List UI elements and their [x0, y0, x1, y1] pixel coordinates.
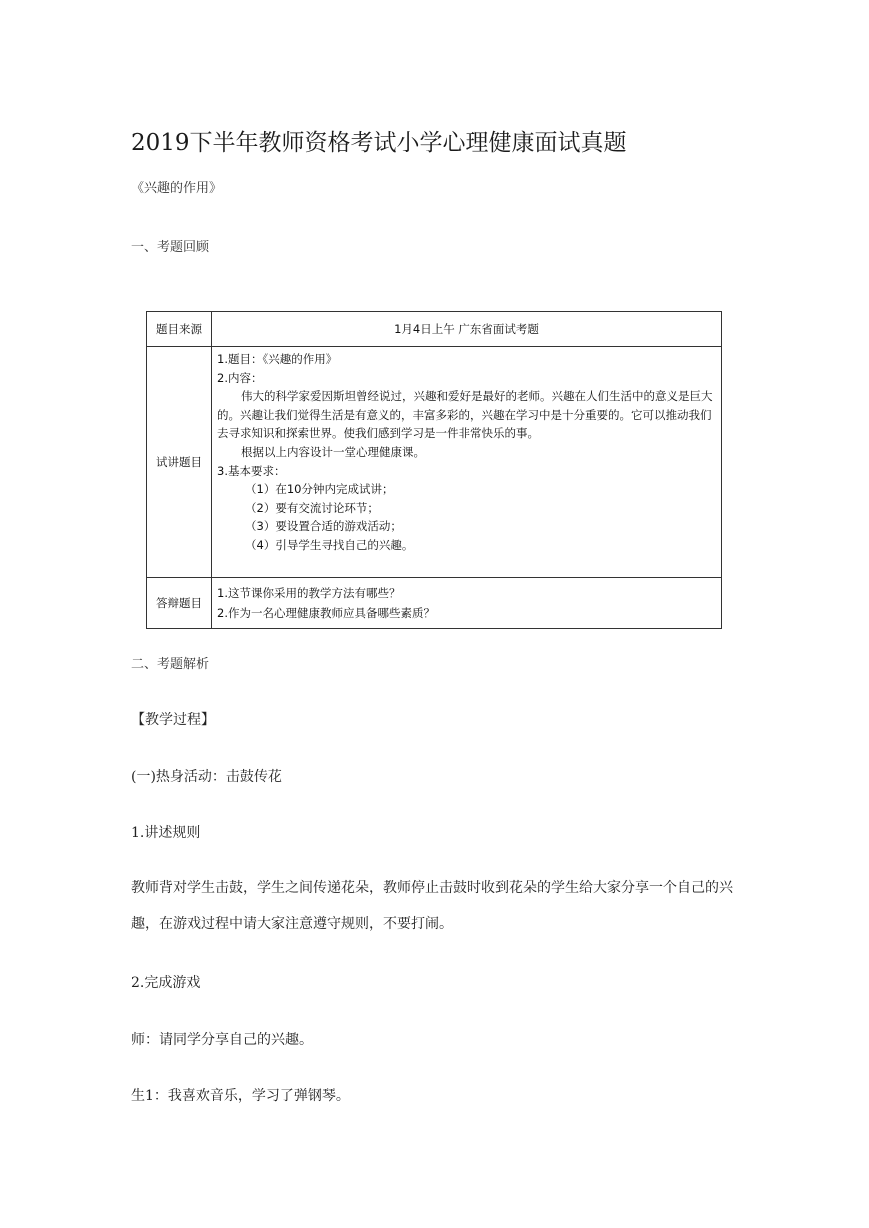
- requirement-item: （4）引导学生寻找自己的兴趣。: [245, 537, 414, 552]
- table-head-source: 题目来源: [147, 312, 212, 347]
- requirement-item: （2）要有交流讨论环节；: [245, 500, 379, 515]
- warmup-heading: (一)热身活动：击鼓传花: [131, 769, 282, 785]
- lesson-subtitle: 《兴趣的作用》: [131, 181, 223, 196]
- student-line: 生1：我喜欢音乐，学习了弹钢琴。: [131, 1088, 350, 1104]
- table-row-lecture: [147, 347, 722, 578]
- document-title: 2019下半年教师资格考试小学心理健康面试真题: [131, 130, 627, 156]
- table-row-defense: [147, 578, 722, 629]
- lecture-content: 伟大的科学家爱因斯坦曾经说过，兴趣和爱好是最好的老师。兴趣在人们生活中的意义是巨大的。兴趣让我们觉得生活是有意义的，丰富多彩的，兴趣在学习中是十分重要的。它可以推动我们去寻求知识和探索世界。使我们感到学习是一件非常快乐的事。: [217, 389, 713, 441]
- step-rules: 1.讲述规则: [131, 825, 201, 841]
- table-value-defense: [212, 578, 722, 629]
- requirement-item: （1）在10分钟内完成试讲；: [245, 482, 394, 497]
- requirement-item: （3）要设置合适的游戏活动；: [245, 519, 402, 534]
- defense-question: 1.这节课你采用的教学方法有哪些？: [217, 586, 401, 600]
- table-value-lecture: [212, 347, 722, 578]
- teaching-process-label: 【教学过程】: [131, 712, 215, 728]
- section-heading-analysis: 二、考题解析: [131, 657, 210, 672]
- table-value-source: 1月4日上午 广东省面试考题: [212, 312, 722, 347]
- lecture-line: 2.内容：: [217, 370, 263, 385]
- defense-question: 2.作为一名心理健康教师应具备哪些素质？: [217, 606, 435, 620]
- section-heading-review: 一、考题回顾: [131, 240, 210, 255]
- table-row-source: [147, 312, 722, 347]
- step-game: 2.完成游戏: [131, 975, 201, 991]
- exam-question-table: [146, 311, 722, 629]
- lecture-line: 1.题目：《兴趣的作用》: [217, 352, 338, 366]
- table-head-lecture: 试讲题目: [147, 347, 212, 578]
- table-head-defense: 答辩题目: [147, 578, 212, 629]
- lecture-line: 根据以上内容设计一堂心理健康课。: [241, 444, 425, 459]
- rules-paragraph: 教师背对学生击鼓，学生之间传递花朵，教师停止击鼓时收到花朵的学生给大家分享一个自己的兴趣，在游戏过程中请大家注意遵守规则，不要打闹。: [131, 880, 733, 932]
- teacher-line: 师：请同学分享自己的兴趣。: [131, 1032, 313, 1048]
- lecture-line: 3.基本要求：: [217, 463, 286, 478]
